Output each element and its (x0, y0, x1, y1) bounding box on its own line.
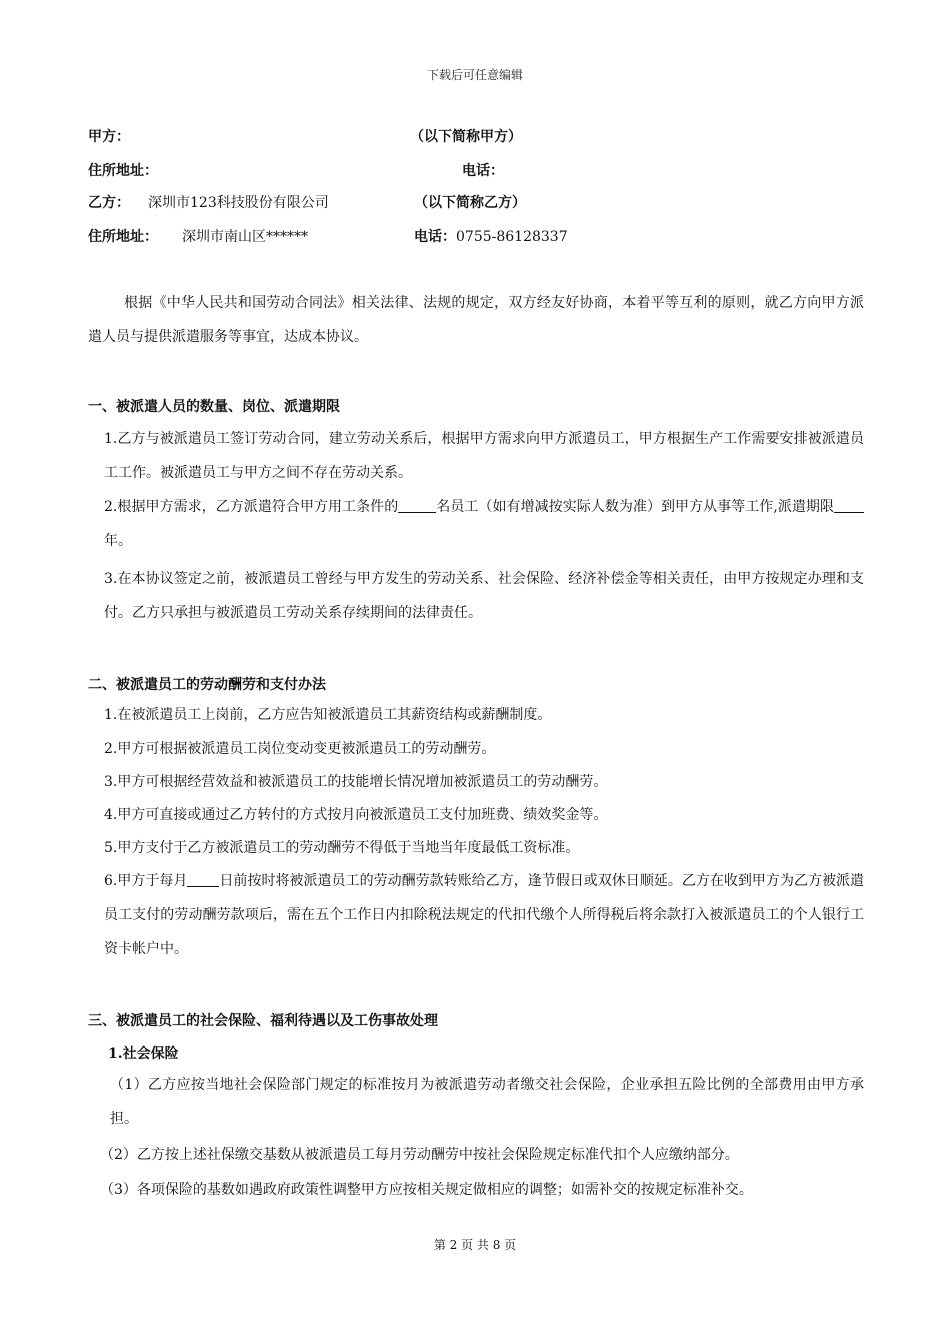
header-note: 下载后可任意编辑 (426, 68, 523, 82)
section-2-item-6-part-b: 日前按时将被派遣员工的劳动酬劳款转账给乙方，逢节假日或双休日顺延。乙方在收到甲方为乙方被派遣员工支付的劳动酬劳款项后，需在五个工作日内扣除税法规定的代扣代缴个人所得税后将余款打入被派遣员工的个人银行工资卡帐户中。 (104, 873, 865, 957)
headcount-blank[interactable] (398, 498, 436, 513)
section-3-para-3: （3）各项保险的基数如遇政府政策性调整甲方应按相关规定做相应的调整；如需补交的按规定标准补交。 (100, 1182, 753, 1198)
term-blank[interactable] (834, 498, 864, 513)
phone-label-2: 电话： (414, 229, 456, 245)
intro-paragraph: 根据《中华人民共和国劳动合同法》相关法律、法规的规定，双方经友好协商，本着平等互利的原则，就乙方向甲方派遣人员与提供派遣服务等事宜，达成本协议。 (88, 295, 864, 345)
section-2-item-5: 5.甲方支付于乙方被派遣员工的劳动酬劳不得低于当地当年度最低工资标准。 (104, 840, 580, 856)
section-2-item-1: 1.在被派遣员工上岗前，乙方应告知被派遣员工其薪资结构或薪酬制度。 (104, 707, 552, 723)
section-1-item-2-part-c: 年。 (104, 533, 132, 549)
party-a-label: 甲方： (88, 129, 130, 145)
party-b-name: 深圳市123科技股份有限公司 (148, 195, 329, 211)
payday-blank[interactable] (187, 872, 219, 887)
section-2-item-2: 2.甲方可根据被派遣员工岗位变动变更被派遣员工的劳动酬劳。 (104, 741, 496, 757)
section-2-item-3: 3.甲方可根据经营效益和被派遣员工的技能增长情况增加被派遣员工的劳动酬劳。 (104, 774, 608, 790)
section-2-item-6 (104, 864, 864, 966)
section-1-item-1: 1.乙方与被派遣员工签订劳动合同，建立劳动关系后，根据甲方需求向甲方派遣员工，甲方根据生产工作需要安排被派遣员工工作。被派遣员工与甲方之间不存在劳动关系。 (104, 431, 864, 481)
section-2-item-6-part-a: 6.甲方于每月 (104, 873, 188, 889)
phone-label-1: 电话： (462, 163, 504, 179)
section-3-para-2: （2）乙方按上述社保缴交基数从被派遣员工每月劳动酬劳中按社会保险规定标准代扣个人应缴纳部分。 (100, 1147, 739, 1163)
section-1-item-3: 3.在本协议签定之前，被派遣员工曾经与甲方发生的劳动关系、社会保险、经济补偿金等相关责任，由甲方按规定办理和支付。乙方只承担与被派遣员工劳动关系存续期间的法律责任。 (104, 571, 864, 621)
address-label-2: 住所地址： (88, 229, 158, 245)
page-footer: 第 2 页 共 8 页 (433, 1238, 517, 1252)
section-3-sub-1: 1.社会保险 (108, 1046, 179, 1062)
section-2-item-4: 4.甲方可直接或通过乙方转付的方式按月向被派遣员工支付加班费、绩效奖金等。 (104, 807, 608, 823)
section-3-para-1: （1）乙方应按当地社会保险部门规定的标准按月为被派遣劳动者缴交社会保险，企业承担五险比例的全部费用由甲方承担。 (110, 1077, 864, 1127)
party-b-address: 深圳市南山区****** (182, 229, 308, 245)
section-3-title: 三、被派遣员工的社会保险、福利待遇以及工伤事故处理 (88, 1013, 438, 1029)
section-1-item-2-part-b: 名员工（如有增减按实际人数为准）到甲方从事等工作,派遣期限 (436, 499, 835, 515)
party-b-label: 乙方： (88, 195, 130, 211)
party-b-phone: 0755-86128337 (456, 229, 568, 245)
section-2-title: 二、被派遣员工的劳动酬劳和支付办法 (88, 677, 326, 693)
address-label-1: 住所地址： (88, 163, 158, 179)
party-b-alias: （以下简称乙方） (414, 195, 526, 211)
section-1-title: 一、被派遣人员的数量、岗位、派遣期限 (88, 399, 340, 415)
section-1-item-2 (104, 490, 864, 558)
party-a-alias: （以下简称甲方） (410, 129, 522, 145)
section-1-item-2-part-a: 2.根据甲方需求，乙方派遣符合甲方用工条件的 (104, 499, 399, 515)
